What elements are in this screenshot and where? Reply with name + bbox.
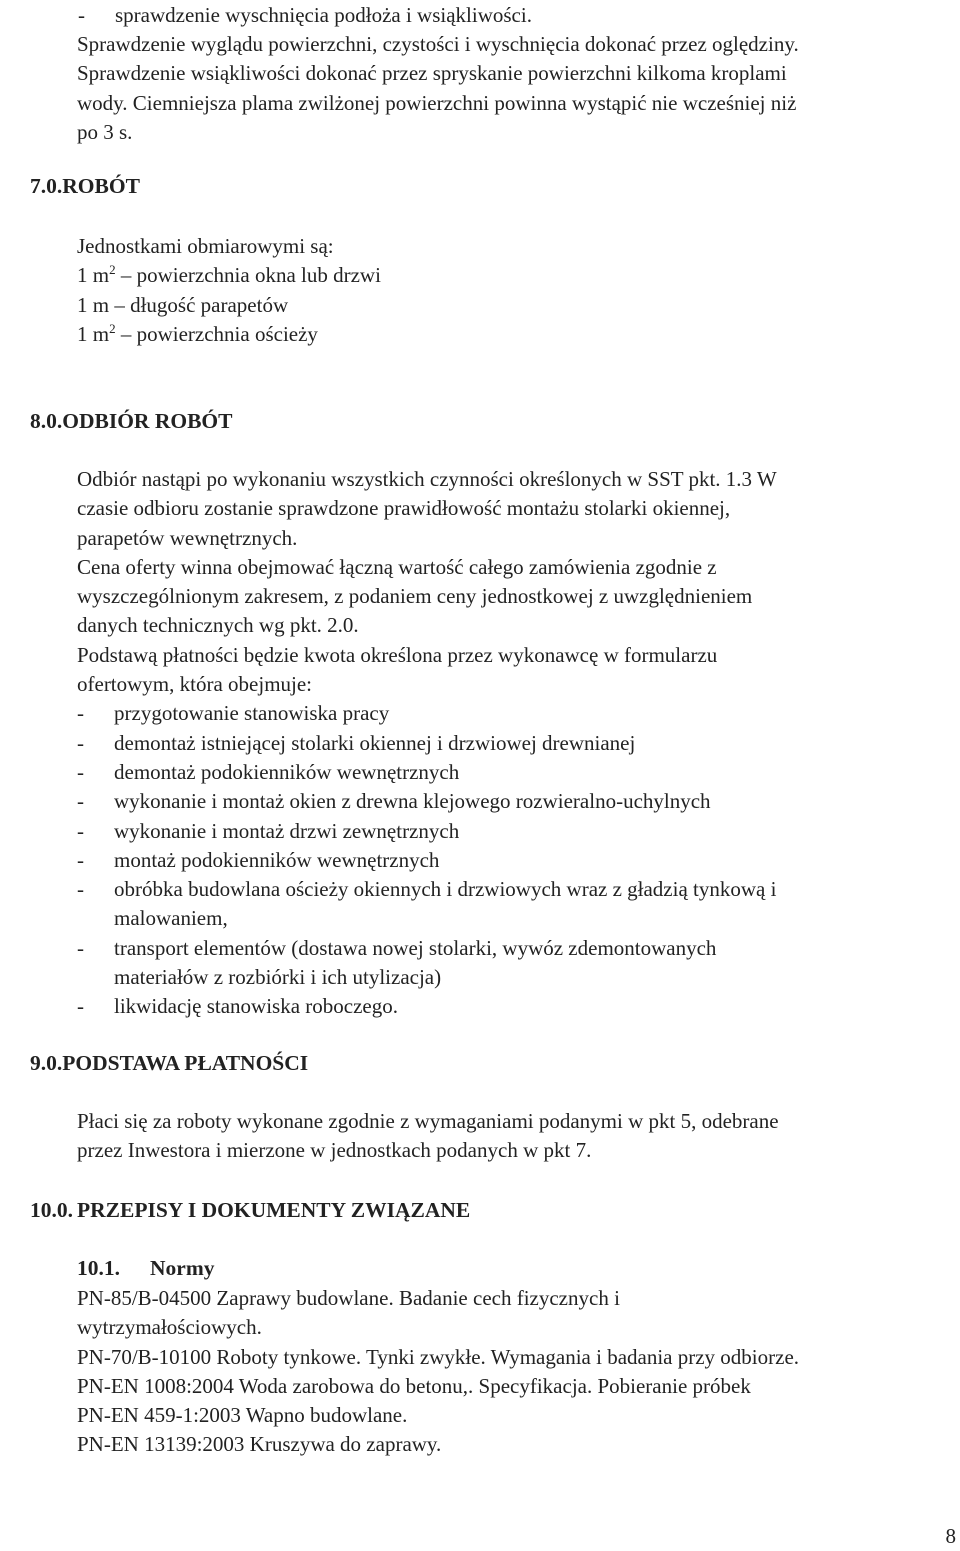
norm-line: PN-85/B-04500 Zaprawy budowlane. Badanie cech fizycznych i (77, 1286, 620, 1310)
text-line: Jednostkami obmiarowymi są: (77, 234, 334, 258)
unit-line (77, 261, 957, 290)
text-line: wyszczególnionym zakresem, z podaniem ceny jednostkowej z uwzględnieniem (77, 584, 753, 609)
superscript: 2 (109, 262, 116, 278)
list-dash: - (77, 759, 84, 784)
section-9-body (77, 1107, 957, 1166)
list-item-text: malowaniem, (114, 906, 228, 931)
section-9-heading (30, 1049, 308, 1078)
section-number: 7.0. (30, 174, 63, 198)
list-item (77, 992, 957, 1021)
list-item (77, 963, 957, 992)
subsection-heading (77, 1254, 120, 1283)
list-item (77, 875, 957, 904)
section-title: ROBÓT (62, 174, 140, 198)
norm-line: PN-EN 13139:2003 Kruszywa do zaprawy. (77, 1432, 442, 1457)
list-dash: - (77, 730, 84, 755)
section-8-body (77, 465, 957, 1022)
unit-text: 1 m – długość parapetów (77, 292, 289, 317)
cost-items-list (77, 699, 957, 1021)
top-bullet-text: sprawdzenie wyschnięcia podłoża i wsiąkliwości. (115, 3, 532, 27)
list-item (77, 846, 957, 875)
section-7-body (77, 232, 957, 349)
list-item (77, 787, 957, 816)
subsection-number: 10.1. (77, 1256, 120, 1280)
unit-text: 1 m (77, 321, 110, 346)
section-10-title: PRZEPISY I DOKUMENTY ZWIĄZANE (77, 1198, 471, 1222)
text-line: wody. Ciemniejsza plama zwilżonej powierzchni powinna wystąpić nie wcześniej niż (77, 90, 797, 115)
text-line: czasie odbioru zostanie sprawdzone prawidłowość montażu stolarki okiennej, (77, 496, 731, 521)
list-item (77, 904, 957, 933)
list-item-text: obróbka budowlana ościeży okiennych i drzwiowych wraz z gładzią tynkową i (114, 877, 777, 902)
section-number: 10.0. (30, 1198, 73, 1222)
text-line: danych technicznych wg pkt. 2.0. (77, 613, 359, 638)
norm-line: wytrzymałościowych. (77, 1315, 262, 1340)
list-item-text: wykonanie i montaż okien z drewna klejowego rozwieralno-uchylnych (114, 789, 711, 814)
list-item-text: materiałów z rozbiórki i ich utylizacja) (114, 965, 442, 990)
unit-text: – powierzchnia ościeży (115, 321, 318, 346)
list-item-text: demontaż podokienników wewnętrznych (114, 759, 460, 784)
text-line: Płaci się za roboty wykonane zgodnie z wymaganiami podanymi w pkt 5, odebrane (77, 1109, 779, 1133)
list-dash: - (77, 847, 84, 872)
unit-line (77, 320, 957, 349)
text-line: Sprawdzenie wyglądu powierzchni, czystości i wyschnięcia dokonać przez oględziny. (77, 32, 799, 56)
list-item-text: demontaż istniejącej stolarki okiennej i drzwiowej drewnianej (114, 730, 636, 755)
section-title: ODBIÓR ROBÓT (62, 409, 233, 433)
section-8-heading (30, 407, 233, 436)
list-item (77, 729, 957, 758)
subsection-title: Normy (150, 1256, 215, 1280)
text-line: przez Inwestora i mierzone w jednostkach podanych w pkt 7. (77, 1138, 592, 1163)
list-dash: - (77, 818, 84, 843)
norms-list (77, 1284, 957, 1460)
list-dash: - (77, 994, 84, 1019)
list-dash (77, 963, 114, 992)
list-item (77, 934, 957, 963)
section-7-heading (30, 172, 140, 201)
text-line: Odbiór nastąpi po wykonaniu wszystkich czynności określonych w SST pkt. 1.3 W (77, 467, 777, 491)
text-line: po 3 s. (77, 119, 133, 144)
superscript: 2 (109, 320, 116, 336)
top-bullet-dash: - (78, 3, 85, 27)
list-dash: - (77, 701, 84, 726)
norm-line: PN-EN 459-1:2003 Wapno budowlane. (77, 1403, 408, 1428)
norm-line: PN-70/B-10100 Roboty tynkowe. Tynki zwykłe. Wymagania i badania przy odbiorze. (77, 1344, 800, 1369)
list-item-text: transport elementów (dostawa nowej stolarki, wywóz zdemontowanych (114, 935, 717, 960)
section-number: 8.0. (30, 409, 63, 433)
page-number: 8 (945, 1524, 956, 1548)
text-line: Podstawą płatności będzie kwota określona przez wykonawcę w formularzu (77, 642, 718, 667)
list-item-text: likwidację stanowiska roboczego. (114, 994, 398, 1019)
unit-text: – powierzchnia okna lub drzwi (115, 263, 381, 288)
list-item-text: wykonanie i montaż drzwi zewnętrznych (114, 818, 460, 843)
unit-line (77, 291, 957, 320)
list-item (77, 817, 957, 846)
section-10-heading (30, 1196, 73, 1225)
section-number: 9.0. (30, 1051, 63, 1075)
section-title: PODSTAWA PŁATNOŚCI (62, 1051, 309, 1075)
list-item-text: przygotowanie stanowiska pracy (114, 701, 390, 726)
text-line: parapetów wewnętrznych. (77, 525, 298, 550)
text-line: ofertowym, która obejmuje: (77, 672, 313, 697)
list-dash: - (77, 935, 84, 960)
text-line: Cena oferty winna obejmować łączną wartość całego zamówienia zgodnie z (77, 554, 717, 579)
list-dash: - (77, 877, 84, 902)
list-item (77, 699, 957, 728)
unit-text: 1 m (77, 263, 110, 288)
norm-line: PN-EN 1008:2004 Woda zarobowa do betonu,. Specyfikacja. Pobieranie próbek (77, 1373, 751, 1398)
text-line: Sprawdzenie wsiąkliwości dokonać przez spryskanie powierzchni kilkoma kroplami (77, 61, 787, 86)
list-dash (77, 904, 114, 933)
list-dash: - (77, 789, 84, 814)
list-item-text: montaż podokienników wewnętrznych (114, 847, 440, 872)
list-item (77, 758, 957, 787)
top-paragraph (77, 30, 957, 147)
